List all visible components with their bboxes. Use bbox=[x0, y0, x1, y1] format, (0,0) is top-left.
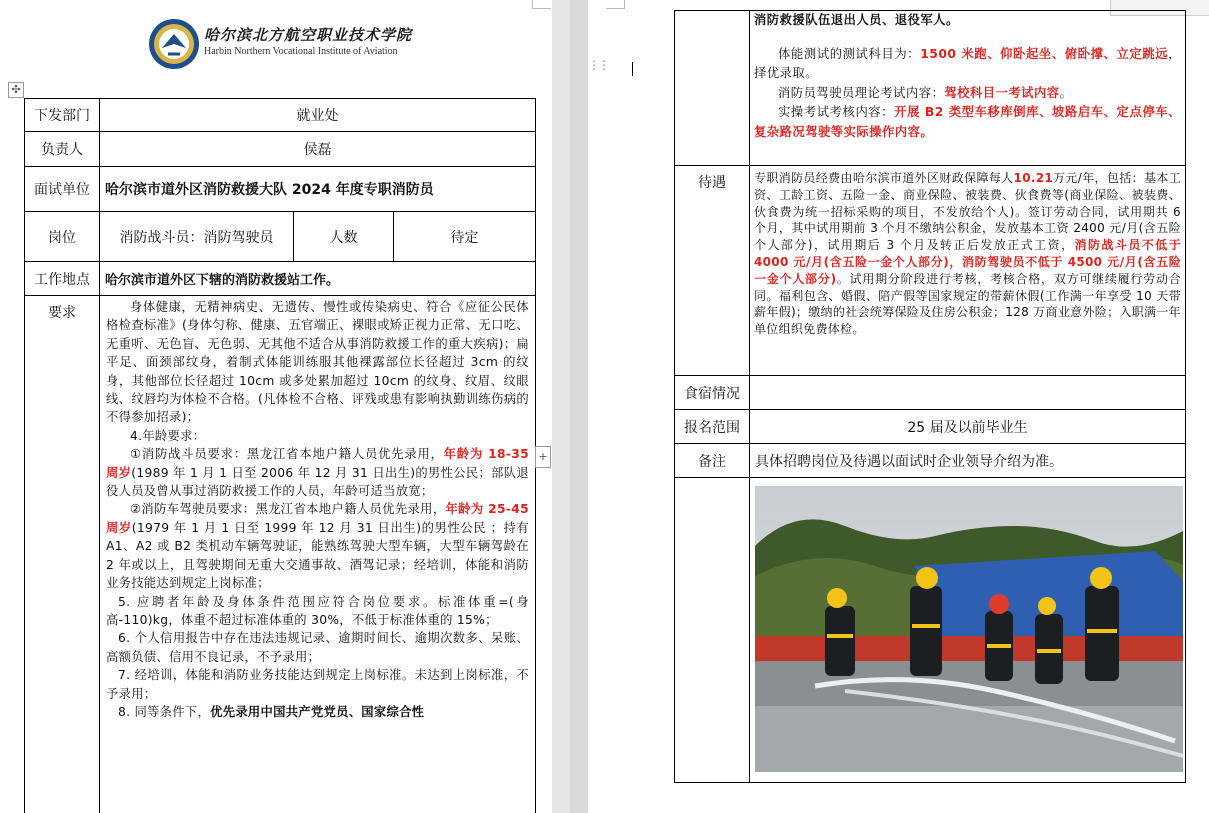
owner-label: 负责人 bbox=[25, 132, 100, 167]
count-label: 人数 bbox=[294, 212, 394, 262]
photo-label bbox=[675, 478, 750, 783]
test-items: 体能测试的测试科目为：1500 米跑、仰卧起坐、俯卧撑、立定跳远，择优录取。 bbox=[754, 46, 1181, 80]
school-name-cn: 哈尔滨北方航空职业技术学院 bbox=[204, 26, 413, 44]
place-label: 工作地点 bbox=[25, 262, 100, 296]
place-value: 哈尔滨市道外区下辖的消防救援站工作。 bbox=[100, 262, 536, 296]
page-corner-mark bbox=[532, 0, 551, 9]
req-health: 身体健康，无精神病史、无遗传、慢性或传染病史、符合《应征公民体格检查标准》(身体匀称、健康、五官端正、裸眼或矫正视力正常、无口吃、无重听、无色盲、无色弱、无其他不适合从事消防救援工作的重大疾病)；扁平足、面颈部纹身，着制式体能训练服其他裸露部位长径超过 3cm 的纹身，其他部位长径超过 10cm 或多处累加超过 10cm 的纹身、纹眉、纹眼线、纹唇均为体检不合格。(凡体检不合格、评残或患有影响执勤训练伤病的不得参加招录)； bbox=[106, 300, 530, 425]
req-priority: 8. 同等条件下，优先录用中国共产党党员、国家综合性 bbox=[118, 704, 425, 719]
req-age-title: 4.年龄要求： bbox=[130, 428, 206, 443]
cont-label bbox=[675, 11, 750, 166]
pay-text: 专职消防员经费由哈尔滨市道外区财政保障每人10.21万元/年，包括：基本工资、工龄工资、五险一金、商业保险、被装费、伙食费等(商业保险、被装费、伙食费为统一招标采购的项目，不发放给个人)。签订劳动合同，试用期共 6 个月，其中试用期前 3 个月不缴纳公积金，发放基本工资 2400 元/月(含五险个人部分)，试用期后 3 个月及转正后发放正式工资，消防战斗员不低于 4000 元/月(含五险一金个人部分)，消防驾驶员不低于 4500 元/月(含五险一金个人部分)。试用期分阶段进行考核，考核合格，双方可继续履行劳动合同。福利包含、婚假、陪产假等国家规定的带薪休假(工作满一年享受 10 天带薪年假)；缴纳的社会统筹保险及住房公积金；128 万商业意外险；入职满一年单位组织免费体检。 bbox=[754, 171, 1182, 337]
page-gutter bbox=[570, 0, 588, 813]
scope-value: 25 届及以前毕业生 bbox=[750, 410, 1186, 444]
req-cont-line: 消防救援队伍退出人员、退役军人。 bbox=[754, 13, 959, 27]
unit-label: 面试单位 bbox=[25, 167, 100, 212]
scope-label: 报名范围 bbox=[675, 410, 750, 444]
table-move-handle[interactable]: ✣ bbox=[8, 82, 24, 98]
req-weight: 5. 应聘者年龄及身体条件范围应符合岗位要求。标准体重=(身高-110)kg，体重不超过标准体重的 30%，不低于标准体重的 15%； bbox=[106, 594, 530, 627]
req-content bbox=[100, 296, 536, 813]
page-corner-mark-right bbox=[606, 0, 625, 9]
req-label: 要求 bbox=[25, 296, 100, 813]
document-page-left bbox=[0, 0, 552, 813]
info-table-left bbox=[24, 98, 536, 813]
photo-cell bbox=[750, 478, 1186, 783]
school-name-en: Harbin Northern Vocational Institute of Aviation bbox=[204, 46, 398, 57]
theory-test: 消防员驾驶员理论考试内容：驾校科目一考试内容。 bbox=[778, 85, 1073, 100]
note-label: 备注 bbox=[675, 444, 750, 478]
note-value: 具体招聘岗位及待遇以面试时企业领导介绍为准。 bbox=[750, 444, 1186, 478]
post-value: 消防战斗员：消防驾驶员 bbox=[100, 212, 294, 262]
drag-handle-icon[interactable]: ⋮⋮ bbox=[588, 58, 608, 72]
req-continued bbox=[750, 11, 1186, 166]
pay-label: 待遇 bbox=[675, 166, 750, 376]
lodging-value bbox=[750, 376, 1186, 410]
owner-value: 侯磊 bbox=[100, 132, 536, 167]
firefighters-photo bbox=[755, 486, 1183, 772]
post-label: 岗位 bbox=[25, 212, 100, 262]
practical-test: 实操考试考核内容：开展 B2 类型车移库倒库、坡路启车、定点停车、复杂路况驾驶等实际操作内容。 bbox=[754, 105, 1181, 139]
school-logo bbox=[148, 18, 200, 70]
count-value: 待定 bbox=[394, 212, 536, 262]
document-page-right bbox=[588, 0, 1209, 813]
req-fighter: ①消防战斗员要求：黑龙江省本地户籍人员优先录用，年龄为 18-35 周岁(1989 年 1 月 1 日至 2006 年 12 月 31 日出生)的男性公民；部队退役人员及曾从事过消防救援工作的人员，年龄可适当放宽； bbox=[106, 447, 530, 499]
req-credit: 6. 个人信用报告中存在违法违规记录、逾期时间长、逾期次数多、呆账、高额负债、信用不良记录，不予录用； bbox=[106, 631, 530, 664]
dept-value: 就业处 bbox=[100, 99, 536, 132]
req-training: 7. 经培训，体能和消防业务技能达到规定上岗标准。未达到上岗标准，不予录用； bbox=[106, 668, 530, 701]
req-driver: ②消防车驾驶员要求：黑龙江省本地户籍人员优先录用，年龄为 25-45 周岁(1979 年 1 月 1 日至 1999 年 12 月 31 日出生)的男性公民 ；持有 A1、A2 或 B2 类机动车辆驾驶证，能熟练驾驶大型车辆，大型车辆驾龄在 2 年或以上，且驾驶期间无重大交通事故、酒驾记录；经培训，体能和消防业务技能达到规定上岗标准； bbox=[106, 502, 530, 591]
dept-label: 下发部门 bbox=[25, 99, 100, 132]
unit-value: 哈尔滨市道外区消防救援大队 2024 年度专职消防员 bbox=[100, 167, 536, 212]
table-add-row-handle[interactable]: + bbox=[535, 446, 551, 468]
text-cursor bbox=[632, 62, 633, 76]
pay-content bbox=[750, 166, 1186, 376]
lodging-label: 食宿情况 bbox=[675, 376, 750, 410]
info-table-right bbox=[674, 10, 1186, 783]
